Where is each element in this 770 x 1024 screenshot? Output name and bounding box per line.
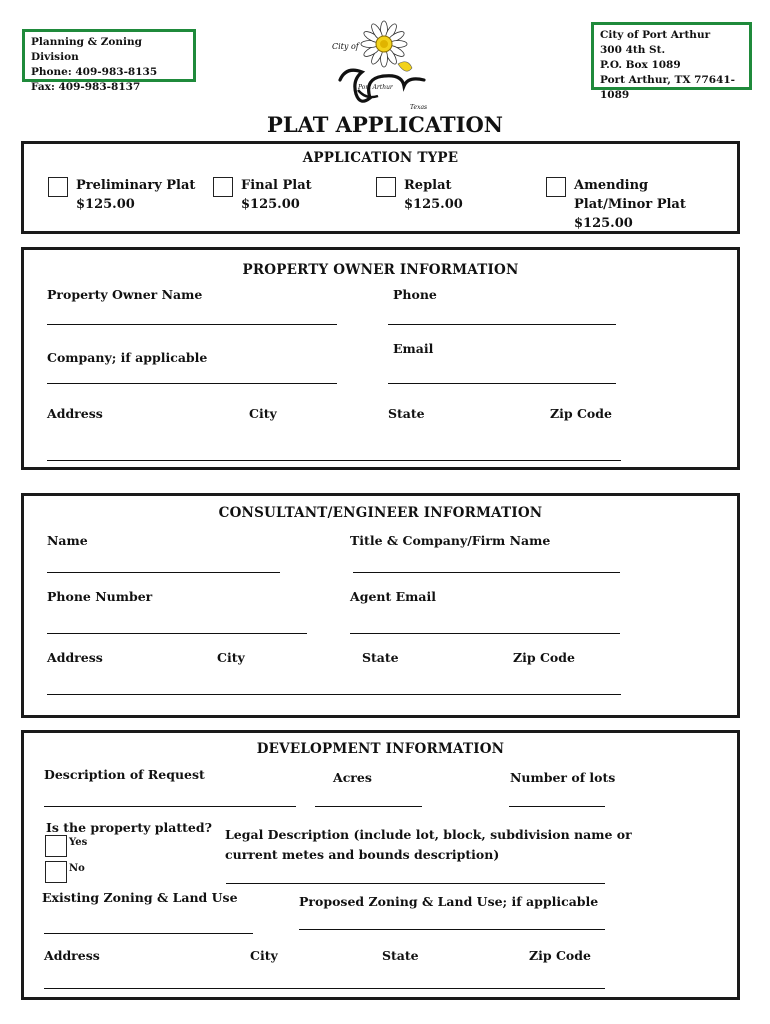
consultant-title-company-field[interactable] <box>353 572 620 573</box>
division-fax: Fax: 409-983-8137 <box>31 81 141 93</box>
consultant-email-field[interactable] <box>350 633 620 634</box>
owner-email-label: Email <box>393 341 434 356</box>
application-type-section <box>21 141 740 234</box>
final-plat-checkbox[interactable] <box>213 177 233 197</box>
replat-fee: $125.00 <box>404 197 463 212</box>
owner-name-label: Property Owner Name <box>47 287 203 302</box>
development-title: DEVELOPMENT INFORMATION <box>256 741 505 757</box>
existing-zoning-label: Existing Zoning & Land Use <box>42 890 238 905</box>
preliminary-plat-checkbox[interactable] <box>48 177 68 197</box>
development-zip-label: Zip Code <box>529 948 591 963</box>
legal-description-field[interactable] <box>226 883 605 884</box>
replat-label: Replat <box>404 178 452 193</box>
city-name: City of Port Arthur <box>600 29 711 41</box>
replat-checkbox[interactable] <box>376 177 396 197</box>
final-plat-label: Final Plat <box>241 178 312 193</box>
city-address-box <box>591 22 752 101</box>
development-address-field[interactable] <box>44 988 605 989</box>
owner-email-field[interactable] <box>388 383 616 384</box>
sunflower-logo-icon <box>328 20 440 112</box>
lots-label: Number of lots <box>510 770 616 785</box>
owner-state-label: State <box>388 406 425 421</box>
owner-company-label: Company; if applicable <box>47 350 208 365</box>
description-field[interactable] <box>44 806 296 807</box>
property-owner-section <box>21 247 740 470</box>
page-title: PLAT APPLICATION <box>267 112 503 137</box>
planning-division-contact <box>22 29 196 93</box>
city-zip: Port Arthur, TX 77641-1089 <box>600 74 736 101</box>
consultant-title: CONSULTANT/ENGINEER INFORMATION <box>218 505 543 521</box>
owner-address-field[interactable] <box>47 460 621 461</box>
consultant-phone-label: Phone Number <box>47 589 153 604</box>
consultant-email-label: Agent Email <box>350 589 436 604</box>
amending-plat-fee: $125.00 <box>574 216 633 231</box>
development-section <box>21 730 740 1000</box>
city-logo <box>328 20 440 112</box>
existing-zoning-field[interactable] <box>44 933 253 934</box>
development-address-label: Address <box>44 948 100 963</box>
preliminary-plat-label: Preliminary Plat <box>76 178 196 193</box>
platted-no-label: No <box>69 863 85 874</box>
consultant-name-label: Name <box>47 533 88 548</box>
city-street: 300 4th St. <box>600 44 666 56</box>
consultant-city-label: City <box>217 650 245 665</box>
consultant-address-field[interactable] <box>47 694 621 695</box>
description-label: Description of Request <box>44 767 205 782</box>
amending-plat-option <box>574 176 686 233</box>
development-city-label: City <box>250 948 278 963</box>
owner-phone-label: Phone <box>393 287 437 302</box>
consultant-title-company-label: Title & Company/Firm Name <box>350 533 551 548</box>
preliminary-plat-fee: $125.00 <box>76 197 135 212</box>
proposed-zoning-label: Proposed Zoning & Land Use; if applicable <box>299 894 599 909</box>
city-po-box: P.O. Box 1089 <box>600 59 681 71</box>
consultant-phone-field[interactable] <box>47 633 307 634</box>
legal-description-line-1: Legal Description (include lot, block, subdivision name or <box>225 827 632 842</box>
amending-plat-label-2: Plat/Minor Plat <box>574 197 686 212</box>
amending-plat-checkbox[interactable] <box>546 177 566 197</box>
logo-city-of: City of <box>332 42 359 51</box>
owner-phone-field[interactable] <box>388 324 616 325</box>
development-state-label: State <box>382 948 419 963</box>
final-plat-option <box>241 176 312 214</box>
legal-description-line-2: current metes and bounds description) <box>225 847 500 862</box>
platted-question: Is the property platted? <box>46 820 212 835</box>
owner-address-label: Address <box>47 406 103 421</box>
division-phone: Phone: 409-983-8135 <box>31 66 158 78</box>
property-owner-title: PROPERTY OWNER INFORMATION <box>242 262 519 278</box>
application-type-title: APPLICATION TYPE <box>302 150 459 166</box>
consultant-name-field[interactable] <box>47 572 280 573</box>
owner-name-field[interactable] <box>47 324 337 325</box>
lots-field[interactable] <box>509 806 605 807</box>
acres-field[interactable] <box>315 806 422 807</box>
consultant-state-label: State <box>362 650 399 665</box>
replat-option <box>404 176 463 214</box>
legal-description-label <box>225 825 632 865</box>
platted-yes-label: Yes <box>69 837 88 848</box>
consultant-section <box>21 493 740 718</box>
logo-texas: Texas <box>410 104 428 111</box>
platted-yes-checkbox[interactable] <box>45 835 67 857</box>
logo-port-arthur: Port Arthur <box>358 84 393 91</box>
platted-no-checkbox[interactable] <box>45 861 67 883</box>
preliminary-plat-option <box>76 176 195 214</box>
consultant-address-label: Address <box>47 650 103 665</box>
consultant-zip-label: Zip Code <box>513 650 575 665</box>
acres-label: Acres <box>333 770 372 785</box>
amending-plat-label: Amending <box>574 178 649 193</box>
owner-city-label: City <box>249 406 277 421</box>
proposed-zoning-field[interactable] <box>299 929 605 930</box>
owner-zip-label: Zip Code <box>550 406 612 421</box>
final-plat-fee: $125.00 <box>241 197 300 212</box>
owner-company-field[interactable] <box>47 383 337 384</box>
division-name: Planning & Zoning Division <box>31 36 142 63</box>
